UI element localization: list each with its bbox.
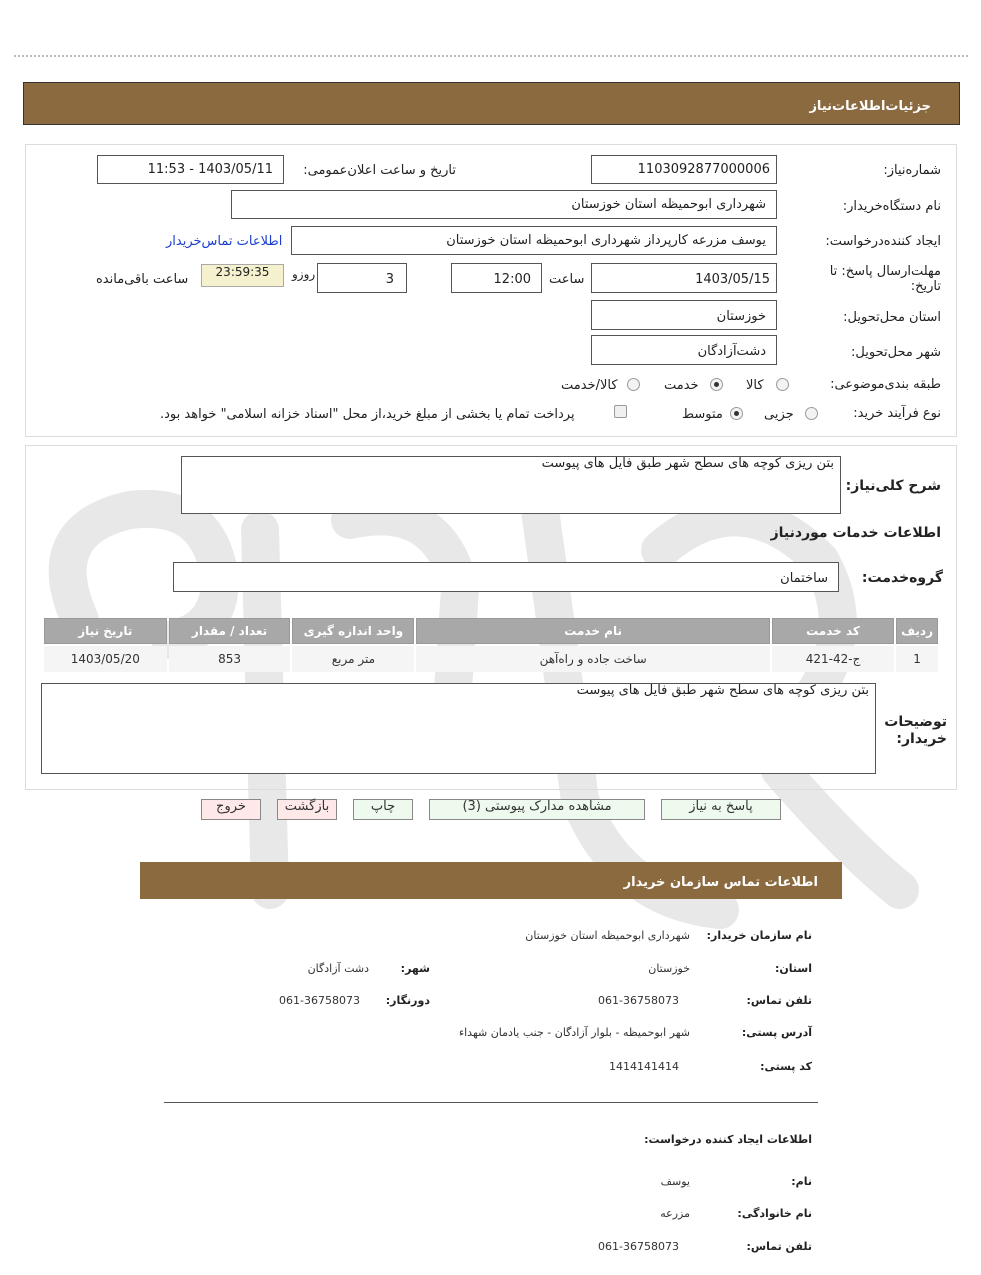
contact-fax-label: دورنگار: <box>385 994 430 1007</box>
remaining-label: ساعت باقی‌مانده <box>96 272 189 287</box>
payment-note: پرداخت تمام یا بخشی از مبلغ خرید،از محل "اسناد خزانه اسلامی" خواهد بود. <box>160 407 575 422</box>
details-header <box>23 82 960 125</box>
services-title: اطلاعات خدمات موردنیاز <box>770 525 941 541</box>
city-label: شهر محل‌تحویل: <box>851 345 941 360</box>
col-qty: تعداد / مقدار <box>169 618 291 644</box>
col-row: ردیف <box>896 618 938 644</box>
category-label: طبقه بندی‌موضوعی: <box>830 377 941 392</box>
top-divider <box>14 55 968 57</box>
announce-label: تاریخ و ساعت اعلان‌عمومی: <box>303 163 456 178</box>
services-table <box>42 616 940 674</box>
creator-phone: 061-36758073 <box>598 1240 679 1253</box>
cell-row: 1 <box>896 646 938 672</box>
contact-postal: 1414141414 <box>609 1060 679 1073</box>
buyer-notes-field: بتن ریزی کوچه های سطح شهر طبق فایل های پیوست <box>41 683 876 774</box>
need-number-label: شماره‌نیاز: <box>883 163 941 178</box>
creator-family-label: نام خانوادگی: <box>737 1207 812 1220</box>
province-field: خوزستان <box>591 300 777 330</box>
cell-name: ساخت جاده و راه‌آهن <box>416 646 770 672</box>
deadline-time-field: 12:00 <box>451 263 542 293</box>
contact-postal-label: کد پستی: <box>760 1060 812 1073</box>
requester-label: ایجاد کننده‌درخواست: <box>825 234 941 249</box>
creator-name-label: نام: <box>791 1175 812 1188</box>
buyer-notes-label: توضیحات خریدار: <box>884 714 947 747</box>
deadline-label: مهلت‌ارسال پاسخ: تا تاریخ: <box>829 264 941 294</box>
time-label: ساعت <box>549 272 585 287</box>
col-code: کد خدمت <box>772 618 894 644</box>
contact-fax: 061-36758073 <box>279 994 360 1007</box>
announce-field: 1403/05/11 - 11:53 <box>97 155 284 184</box>
contact-province-label: استان: <box>775 962 812 975</box>
cell-code: ج-42-421 <box>772 646 894 672</box>
contact-city: دشت آزادگان <box>307 962 369 975</box>
contact-city-label: شهر: <box>400 962 430 975</box>
radio-goods[interactable] <box>776 378 789 391</box>
creator-name: یوسف <box>660 1175 690 1188</box>
reply-button[interactable]: پاسخ به نیاز <box>661 799 781 820</box>
buyer-org-field: شهرداری ابوحمیظه استان خوزستان <box>231 190 777 219</box>
requester-field: یوسف مزرعه کارپرداز شهرداری ابوحمیظه استان خوزستان <box>291 226 777 255</box>
radio-goods-service-label: کالا/خدمت <box>561 378 618 393</box>
days-field: 3 <box>317 263 407 293</box>
col-unit: واحد اندازه گیری <box>292 618 414 644</box>
radio-minor[interactable] <box>805 407 818 420</box>
contact-header <box>140 862 842 899</box>
contact-phone: 061-36758073 <box>598 994 679 1007</box>
exit-button[interactable]: خروج <box>201 799 261 820</box>
province-label: استان محل‌تحویل: <box>843 310 941 325</box>
group-field: ساختمان <box>173 562 839 592</box>
process-label: نوع فرآیند خرید: <box>853 406 941 421</box>
radio-service[interactable] <box>710 378 723 391</box>
col-name: نام خدمت <box>416 618 770 644</box>
radio-goods-service[interactable] <box>627 378 640 391</box>
contact-province: خوزستان <box>648 962 690 975</box>
table-header-row <box>44 618 938 644</box>
buyer-contact-link[interactable]: اطلاعات تماس‌خریدار <box>166 234 283 249</box>
table-row <box>44 646 938 672</box>
print-button[interactable]: چاپ <box>353 799 413 820</box>
col-date: تاریخ نیاز <box>44 618 167 644</box>
description-field: بتن ریزی کوچه های سطح شهر طبق فایل های پیوست <box>181 456 841 514</box>
contact-address: شهر ابوحمیظه - بلوار آزادگان - جنب یادمان شهداء <box>458 1026 690 1039</box>
radio-minor-label: جزیی <box>764 407 794 422</box>
view-docs-button[interactable]: مشاهده مدارک پیوستی (3) <box>429 799 645 820</box>
contact-divider <box>164 1102 818 1103</box>
treasury-checkbox[interactable] <box>614 405 627 418</box>
city-field: دشت‌آزادگان <box>591 335 777 365</box>
radio-medium[interactable] <box>730 407 743 420</box>
contact-phone-label: تلفن تماس: <box>746 994 812 1007</box>
remaining-timer: 23:59:35 <box>201 264 284 287</box>
buyer-org-label: نام دستگاه‌خریدار: <box>842 199 941 214</box>
contact-org: شهرداری ابوحمیظه استان خوزستان <box>525 929 690 942</box>
cell-date: 1403/05/20 <box>44 646 167 672</box>
cell-qty: 853 <box>169 646 291 672</box>
radio-medium-label: متوسط <box>682 407 723 422</box>
creator-family: مزرعه <box>660 1207 690 1220</box>
description-label: شرح کلی‌نیاز: <box>845 478 941 494</box>
creator-phone-label: تلفن تماس: <box>746 1240 812 1253</box>
group-label: گروه‌خدمت: <box>861 570 943 586</box>
details-title: جزئیات‌اطلاعات‌نیاز <box>809 99 931 114</box>
contact-address-label: آدرس پستی: <box>741 1026 812 1039</box>
cell-unit: متر مربع <box>292 646 414 672</box>
days-label: روزو <box>292 267 316 281</box>
deadline-date-field: 1403/05/15 <box>591 263 777 293</box>
contact-org-label: نام سازمان خریدار: <box>706 929 812 942</box>
creator-title: اطلاعات ایجاد کننده درخواست: <box>644 1133 812 1146</box>
need-number-field: 1103092877000006 <box>591 155 777 184</box>
radio-service-label: خدمت <box>664 378 699 393</box>
back-button[interactable]: بازگشت <box>277 799 337 820</box>
contact-title: اطلاعات تماس سازمان خریدار <box>623 875 818 890</box>
radio-goods-label: کالا <box>746 378 764 393</box>
